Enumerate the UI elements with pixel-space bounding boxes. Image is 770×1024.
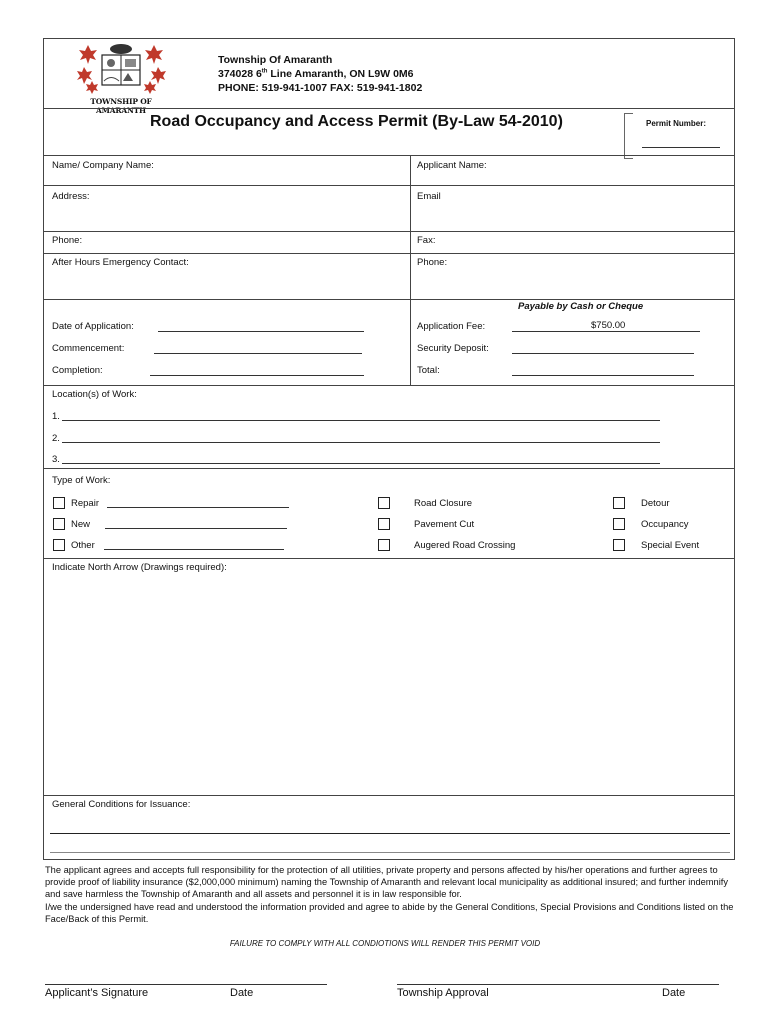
other-checkbox[interactable] bbox=[53, 539, 65, 551]
email-label: Email bbox=[417, 191, 441, 202]
new-label: New bbox=[71, 519, 91, 530]
date-of-application-field[interactable] bbox=[158, 331, 364, 332]
address-label: Address: bbox=[52, 191, 90, 202]
augered-road-crossing-label: Augered Road Crossing bbox=[414, 540, 516, 551]
repair-label: Repair bbox=[71, 498, 99, 509]
location-3-field[interactable] bbox=[62, 463, 660, 464]
applicant-signature-label: Applicant’s Signature bbox=[45, 987, 149, 999]
permit-form bbox=[43, 38, 735, 860]
commencement-label: Commencement: bbox=[52, 343, 125, 354]
after-hours-label: After Hours Emergency Contact: bbox=[52, 257, 189, 268]
other-label: Other bbox=[71, 540, 95, 551]
permit-number-bracket bbox=[624, 113, 633, 159]
drawing-area[interactable] bbox=[44, 575, 734, 795]
org-name: Township Of Amaranth bbox=[218, 54, 333, 66]
completion-label: Completion: bbox=[52, 365, 103, 376]
payable-note: Payable by Cash or Cheque bbox=[518, 301, 644, 312]
permit-number-field[interactable] bbox=[642, 147, 720, 148]
phone2-label: Phone: bbox=[417, 257, 448, 268]
augered-road-crossing-checkbox[interactable] bbox=[378, 539, 390, 551]
new-field[interactable] bbox=[105, 528, 287, 529]
crest-icon bbox=[76, 41, 166, 97]
agreement-paragraph-1: The applicant agrees and accepts full responsibility for the protection of all utilities, private property and persons affected by his/her operations and further agrees to provide proof of liability insurance ($2,000,000 minimum) naming the Township of Amaranth and relevant local municipality as additional insured; and further indemnify and save harmless the Township of Amaranth and all assets and personnel it is in law responsible for. bbox=[45, 865, 729, 900]
fax-label: Fax: bbox=[417, 235, 436, 246]
occupancy-label: Occupancy bbox=[641, 519, 689, 530]
application-fee-label: Application Fee: bbox=[417, 321, 486, 332]
location-1-label: 1. bbox=[52, 411, 60, 422]
detour-checkbox[interactable] bbox=[613, 497, 625, 509]
agreement-text bbox=[45, 864, 735, 925]
phone-label: Phone: bbox=[52, 235, 83, 246]
applicant-signature-line[interactable] bbox=[45, 984, 327, 985]
road-closure-checkbox[interactable] bbox=[378, 497, 390, 509]
special-event-label: Special Event bbox=[641, 540, 700, 551]
application-fee-field[interactable] bbox=[512, 331, 700, 332]
name-company-label: Name/ Company Name: bbox=[52, 160, 154, 171]
commencement-field[interactable] bbox=[154, 353, 362, 354]
pavement-cut-checkbox[interactable] bbox=[378, 518, 390, 530]
org-address: 374028 6th Line Amaranth, ON L9W 0M6 bbox=[218, 68, 414, 80]
repair-checkbox[interactable] bbox=[53, 497, 65, 509]
new-checkbox[interactable] bbox=[53, 518, 65, 530]
page-title: Road Occupancy and Access Permit (By-Law 54-2010) bbox=[150, 113, 563, 130]
general-conditions-line-2[interactable] bbox=[50, 852, 730, 853]
general-conditions-label: General Conditions for Issuance: bbox=[52, 799, 191, 810]
org-phone-fax: PHONE: 519-941-1007 FAX: 519-941-1802 bbox=[218, 82, 423, 94]
township-approval-line[interactable] bbox=[397, 984, 719, 985]
total-label: Total: bbox=[417, 365, 440, 376]
road-closure-label: Road Closure bbox=[414, 498, 473, 509]
permit-number-label: Permit Number: bbox=[646, 119, 707, 128]
general-conditions-line-1[interactable] bbox=[50, 833, 730, 834]
agreement-paragraph-2: I/we the undersigned have read and understood the information provided and agree to abide by the General Conditions, Special Provisions and Conditions listed on the Face/Back of this Permit. bbox=[45, 901, 734, 924]
repair-field[interactable] bbox=[107, 507, 289, 508]
other-field[interactable] bbox=[104, 549, 284, 550]
special-event-checkbox[interactable] bbox=[613, 539, 625, 551]
township-approval-label: Township Approval bbox=[397, 987, 489, 999]
applicant-name-label: Applicant Name: bbox=[417, 160, 487, 171]
township-date-label: Date bbox=[662, 987, 686, 999]
applicant-date-label: Date bbox=[230, 987, 254, 999]
security-deposit-label: Security Deposit: bbox=[417, 343, 489, 354]
north-arrow-label: Indicate North Arrow (Drawings required): bbox=[52, 562, 227, 573]
location-2-field[interactable] bbox=[62, 442, 660, 443]
date-of-application-label: Date of Application: bbox=[52, 321, 134, 332]
pavement-cut-label: Pavement Cut bbox=[414, 519, 475, 530]
detour-label: Detour bbox=[641, 498, 670, 509]
security-deposit-field[interactable] bbox=[512, 353, 694, 354]
total-field[interactable] bbox=[512, 375, 694, 376]
application-fee-value: $750.00 bbox=[591, 320, 626, 331]
location-1-field[interactable] bbox=[62, 420, 660, 421]
location-2-label: 2. bbox=[52, 433, 60, 444]
logo-caption: TOWNSHIP OF AMARANTH bbox=[90, 97, 152, 115]
failure-warning: FAILURE TO COMPLY WITH ALL CONDIOTIONS WILL RENDER THIS PERMIT VOID bbox=[229, 939, 541, 948]
location-3-label: 3. bbox=[52, 454, 60, 465]
locations-label: Location(s) of Work: bbox=[52, 389, 137, 400]
completion-field[interactable] bbox=[150, 375, 364, 376]
occupancy-checkbox[interactable] bbox=[613, 518, 625, 530]
township-logo bbox=[76, 41, 166, 115]
type-of-work-label: Type of Work: bbox=[52, 475, 111, 486]
